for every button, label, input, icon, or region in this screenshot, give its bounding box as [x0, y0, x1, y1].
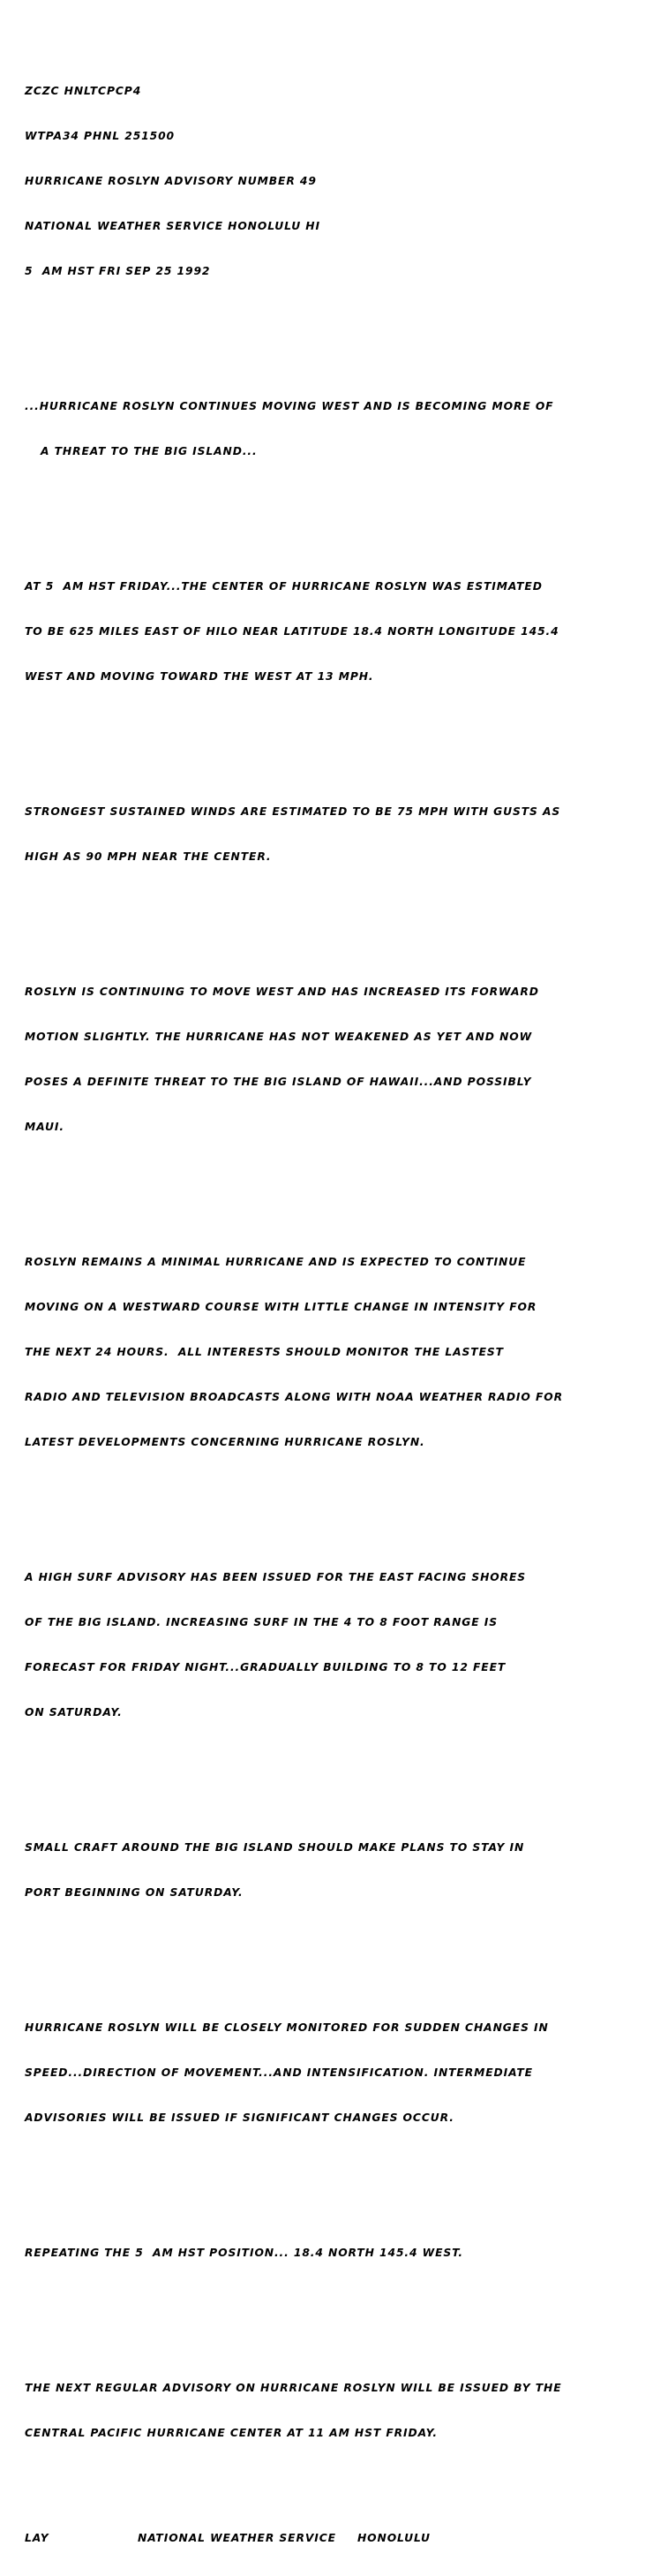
- paragraph-line: MOVING ON A WESTWARD COURSE WITH LITTLE CHANGE IN INTENSITY FOR: [25, 1301, 537, 1313]
- paragraph-line: ON SATURDAY.: [25, 1706, 123, 1719]
- signature-line: [25, 2531, 642, 2546]
- paragraph-line: TO BE 625 MILES EAST OF HILO NEAR LATITUDE 18.4 NORTH LONGITUDE 145.4: [25, 625, 559, 638]
- winds-paragraph: [25, 774, 642, 895]
- paragraph-line: A HIGH SURF ADVISORY HAS BEEN ISSUED FOR THE EAST FACING SHORES: [25, 1571, 527, 1583]
- header-line: 5 AM HST FRI SEP 25 1992: [25, 265, 211, 277]
- forecaster-initials: LAY: [25, 2532, 49, 2544]
- paragraph-line: THE NEXT 24 HOURS. ALL INTERESTS SHOULD MONITOR THE LASTEST: [25, 1346, 504, 1358]
- paragraph-line: WEST AND MOVING TOWARD THE WEST AT 13 MPH.: [25, 670, 374, 683]
- office-city: HONOLULU: [357, 2532, 431, 2544]
- header-line: HURRICANE ROSLYN ADVISORY NUMBER 49: [25, 175, 317, 187]
- paragraph-line: PORT BEGINNING ON SATURDAY.: [25, 1886, 244, 1899]
- paragraph-line: AT 5 AM HST FRIDAY...THE CENTER OF HURRICANE ROSLYN WAS ESTIMATED: [25, 580, 543, 593]
- header-line: NATIONAL WEATHER SERVICE HONOLULU HI: [25, 220, 320, 232]
- header-line: WTPA34 PHNL 251500: [25, 130, 175, 142]
- headline: [25, 369, 642, 489]
- paragraph-line: MAUI.: [25, 1121, 64, 1133]
- header-line: ZCZC HNLTCPCP4: [25, 85, 142, 97]
- advisory-document: [25, 9, 642, 2576]
- advisory-header: [25, 54, 642, 309]
- paragraph-line: REPEATING THE 5 AM HST POSITION... 18.4 NORTH 145.4 WEST.: [25, 2247, 463, 2259]
- paragraph-line: SPEED...DIRECTION OF MOVEMENT...AND INTENSIFICATION. INTERMEDIATE: [25, 2066, 533, 2079]
- motion-paragraph: [25, 955, 642, 1165]
- paragraph-line: SMALL CRAFT AROUND THE BIG ISLAND SHOULD MAKE PLANS TO STAY IN: [25, 1841, 525, 1854]
- paragraph-line: ADVISORIES WILL BE ISSUED IF SIGNIFICANT CHANGES OCCUR.: [25, 2111, 454, 2124]
- paragraph-line: LATEST DEVELOPMENTS CONCERNING HURRICANE ROSLYN.: [25, 1436, 425, 1448]
- surf-paragraph: [25, 1540, 642, 1750]
- paragraph-line: STRONGEST SUSTAINED WINDS ARE ESTIMATED TO BE 75 MPH WITH GUSTS AS: [25, 805, 561, 818]
- paragraph-line: POSES A DEFINITE THREAT TO THE BIG ISLAND OF HAWAII...AND POSSIBLY: [25, 1076, 532, 1088]
- monitoring-paragraph: [25, 1991, 642, 2156]
- headline-line: ...HURRICANE ROSLYN CONTINUES MOVING WEST AND IS BECOMING MORE OF: [25, 400, 554, 412]
- paragraph-line: MOTION SLIGHTLY. THE HURRICANE HAS NOT WEAKENED AS YET AND NOW: [25, 1031, 533, 1043]
- paragraph-line: FORECAST FOR FRIDAY NIGHT...GRADUALLY BUILDING TO 8 TO 12 FEET: [25, 1661, 507, 1673]
- paragraph-line: HIGH AS 90 MPH NEAR THE CENTER.: [25, 850, 272, 863]
- paragraph-line: THE NEXT REGULAR ADVISORY ON HURRICANE ROSLYN WILL BE ISSUED BY THE: [25, 2382, 562, 2394]
- small-craft-paragraph: [25, 1810, 642, 1930]
- next-advisory-paragraph: [25, 2351, 642, 2471]
- paragraph-line: HURRICANE ROSLYN WILL BE CLOSELY MONITORED FOR SUDDEN CHANGES IN: [25, 2021, 549, 2034]
- paragraph-line: RADIO AND TELEVISION BROADCASTS ALONG WITH NOAA WEATHER RADIO FOR: [25, 1391, 563, 1403]
- position-paragraph: [25, 549, 642, 714]
- headline-line: A THREAT TO THE BIG ISLAND...: [41, 445, 258, 457]
- paragraph-line: ROSLYN REMAINS A MINIMAL HURRICANE AND IS EXPECTED TO CONTINUE: [25, 1256, 527, 1268]
- issuing-office: NATIONAL WEATHER SERVICE: [138, 2532, 336, 2544]
- paragraph-line: ROSLYN IS CONTINUING TO MOVE WEST AND HAS INCREASED ITS FORWARD: [25, 986, 539, 998]
- paragraph-line: CENTRAL PACIFIC HURRICANE CENTER AT 11 AM HST FRIDAY.: [25, 2427, 438, 2439]
- repeat-position-paragraph: [25, 2216, 642, 2291]
- paragraph-line: OF THE BIG ISLAND. INCREASING SURF IN THE 4 TO 8 FOOT RANGE IS: [25, 1616, 498, 1628]
- outlook-paragraph: [25, 1225, 642, 1480]
